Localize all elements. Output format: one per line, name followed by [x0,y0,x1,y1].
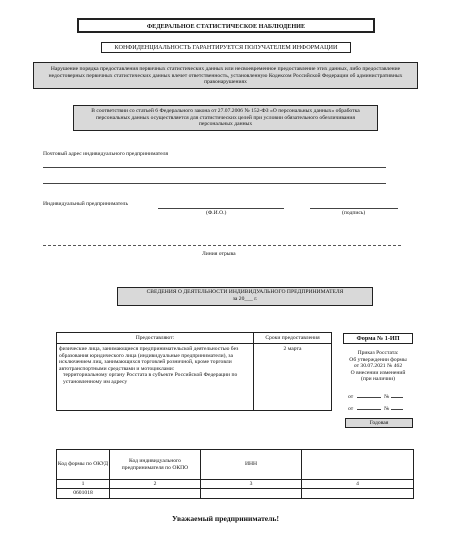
report-title [117,287,373,306]
okud-header: Код формы по ОКУД [57,450,110,480]
amendment-from-2: от [348,406,354,412]
cut-line-label: Линия отрыва [202,251,236,257]
amendment-row-2[interactable] [348,406,418,413]
order-line-1: Приказ Росстата: [357,350,399,356]
col-num-3: 3 [201,480,302,489]
deadline-header: Сроки предоставления [254,333,332,344]
amendment-from-1: от [348,394,354,400]
inn-value[interactable] [201,489,302,499]
form-title: ФЕДЕРАЛЬНОЕ СТАТИСТИЧЕСКОЕ НАБЛЮДЕНИЕ [77,18,375,33]
order-line-4: О внесении изменений [350,369,406,376]
amendment-no-1: № [383,394,390,400]
okpo-header: Код индивидуального предпринимателя по ОКПО [110,450,201,480]
amendment-no-2: № [383,406,390,412]
col-num-1: 1 [57,480,110,489]
form-order [340,350,416,383]
postal-address-line-2[interactable] [43,183,386,184]
report-title-year: за 20___ г. [232,295,258,302]
entrepreneur-name-line[interactable] [158,208,284,209]
deadline-value: 2 марта [254,344,332,411]
fio-caption: (Ф.И.О.) [206,210,227,216]
form-number: Форма № 1-ИП [343,333,413,344]
order-line-3: от 30.07.2021 № 462 [353,363,403,370]
codes-empty-header [302,450,414,480]
amendment-row-1[interactable] [348,394,418,401]
submitters-text: физические лица, занимающиеся предпринимательской деятельностью без образования юридического лица (индивидуальные предприниматели), за исключением лиц, занимающихся торговлей розничной, кроме торговли автотранспортными средствами и мотоциклами: [59,346,239,372]
signature-caption: (подпись) [342,210,366,216]
codes-empty-value[interactable] [302,489,414,499]
confidentiality-notice: КОНФИДЕНЦИАЛЬНОСТЬ ГАРАНТИРУЕТСЯ ПОЛУЧАТЕЛЕМ ИНФОРМАЦИИ [101,42,351,53]
entrepreneur-label: Индивидуальный предприниматель [43,201,129,207]
postal-address-line-1[interactable] [43,167,386,168]
report-title-line-1: СВЕДЕНИЯ О ДЕЯТЕЛЬНОСТИ ИНДИВИДУАЛЬНОГО ПРЕДПРИНИМАТЕЛЯ [146,289,344,295]
submitters-recipient: территориальному органу Росстата в субъекте Российской Федерации по установленному им адресу [63,372,238,385]
periodicity-box: Годовая [345,418,413,428]
greeting: Уважаемый предприниматель! [172,514,279,523]
col-num-2: 2 [110,480,201,489]
submitters-header: Предоставляют: [57,333,254,344]
inn-header: ИНН [201,450,302,480]
okpo-value[interactable] [110,489,201,499]
submission-table [56,332,332,411]
personal-data-notice: В соответствии со статьей 6 Федерального закона от 27.07.2006 № 152-ФЗ «О персональных данных» обработка персональных данных осуществляется для статистических целей при условии обязательного обезличивания персональных данных [73,105,378,131]
order-line-5: (при наличии) [360,376,396,383]
col-num-4: 4 [302,480,414,489]
codes-table [56,449,414,499]
postal-address-label: Почтовый адрес индивидуального предпринимателя [43,151,169,157]
cut-line [43,245,401,246]
submitters-cell [57,344,254,411]
violation-notice: Нарушение порядка предоставления первичных статистических данных или несвоевременное предоставление этих данных, либо предоставление недостоверных первичных статистических данных влечет ответственность, установленную Кодексом Российской Федерации об административных правонарушениях [33,62,418,89]
order-line-2: Об утверждении формы [349,356,407,363]
signature-line[interactable] [310,208,398,209]
okud-value: 0601018 [57,489,110,499]
